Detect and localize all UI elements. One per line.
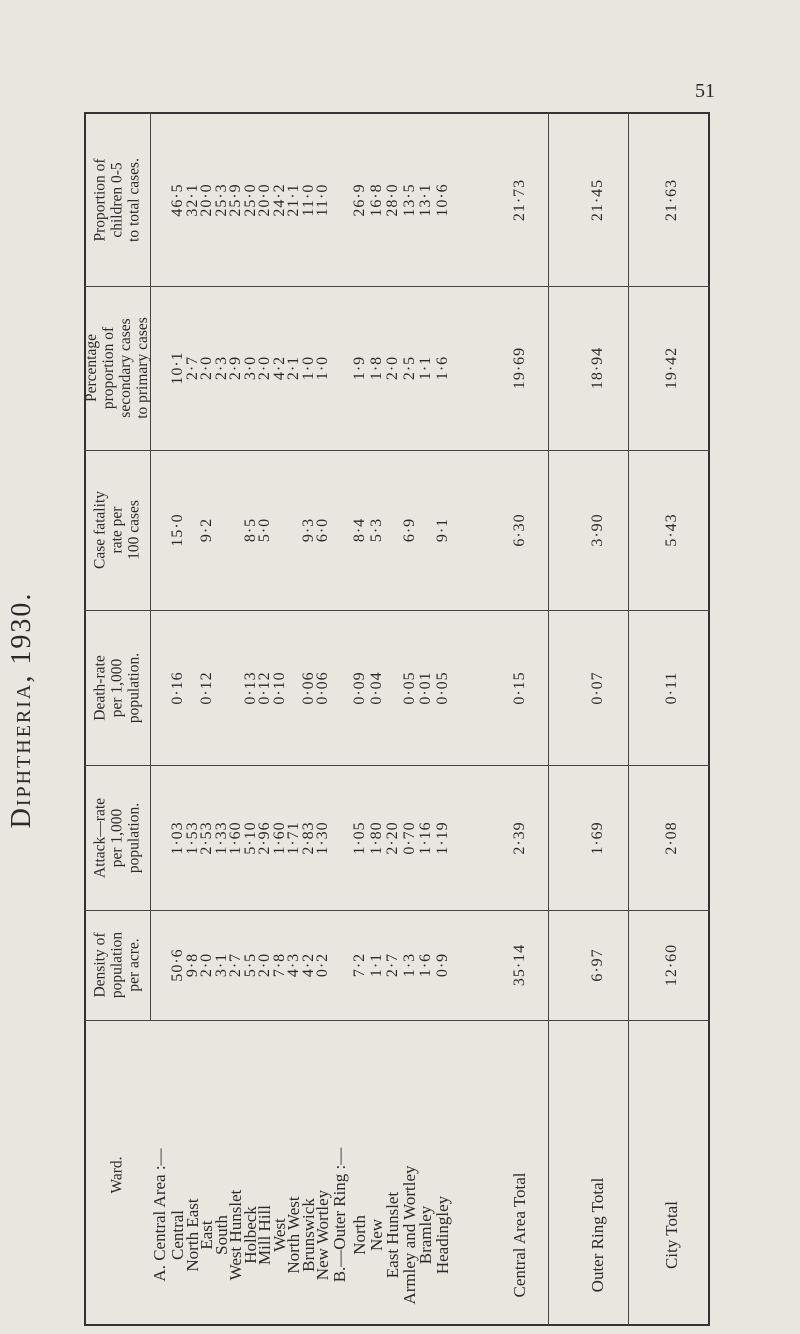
header-attack-rate-line: Attack—rate (91, 797, 109, 879)
header-attack-rate-line: population. (125, 802, 143, 874)
cell-children: 28·0 (384, 183, 401, 217)
cell-fatality: 9·3 (299, 517, 317, 543)
cell-children: 26·9 (351, 183, 368, 217)
cell-secondary: 1·0 (314, 355, 331, 381)
row-divider (84, 286, 710, 287)
ward-name: Brunswick (298, 1198, 318, 1272)
header-children-line: children 0-5 (108, 162, 126, 238)
cell-fatality: 5·0 (256, 517, 273, 543)
header-fatality-line: Case fatality (91, 491, 109, 569)
cell-death: 0·06 (314, 671, 331, 705)
cell-secondary: 1·9 (351, 355, 368, 381)
cell-fatality: 8·4 (351, 517, 368, 543)
cell-attack: 1·30 (314, 821, 331, 855)
ward-name: South (211, 1215, 231, 1255)
cell-attack: 0·70 (400, 821, 418, 855)
ward-name: Armley and Wortley (399, 1165, 419, 1305)
cell-density: 2·7 (227, 952, 244, 978)
cell-children: 32·1 (183, 183, 201, 217)
cell-death: 0·10 (270, 671, 288, 705)
total-density: 12·60 (663, 943, 680, 987)
header-children-line: Proportion of (91, 158, 109, 242)
cell-attack: 2·83 (299, 821, 317, 855)
cell-death: 0·05 (433, 671, 451, 705)
cell-secondary: 2·0 (256, 355, 273, 381)
cell-death: 0·16 (169, 671, 186, 705)
section-a-heading: A. Central Area :— (150, 1148, 169, 1282)
cell-secondary: 1·6 (433, 355, 451, 381)
row-divider (84, 610, 710, 611)
ward-name: North (350, 1215, 369, 1255)
cell-density: 1·1 (367, 952, 385, 978)
cell-children: 16·8 (367, 183, 385, 217)
cell-density: 1·6 (417, 952, 434, 978)
cell-attack: 1·60 (270, 821, 288, 855)
total-secondary: 19·42 (663, 346, 680, 390)
ward-name: West Hunslet (226, 1189, 245, 1281)
cell-death: 0·09 (351, 671, 368, 705)
cell-density: 4·2 (299, 952, 317, 978)
cell-death: 0·01 (417, 671, 434, 705)
cell-fatality: 6·0 (314, 517, 331, 543)
cell-attack: 5·10 (241, 821, 259, 855)
cell-density: 2·0 (198, 952, 215, 978)
cell-children: 20·0 (256, 183, 273, 217)
total-children: 21·45 (589, 178, 606, 222)
ward-name: Headingley (432, 1195, 452, 1275)
total-attack: 1·69 (589, 821, 606, 855)
header-fatality-line: rate per (108, 506, 126, 554)
cell-density: 7·2 (351, 952, 368, 978)
ward-name: Bramley (416, 1205, 435, 1265)
cell-death: 0·06 (299, 671, 317, 705)
table-frame (84, 112, 710, 1326)
header-fatality-line: 100 cases (125, 500, 143, 560)
ward-name: East (197, 1220, 216, 1250)
total-secondary: 19·69 (511, 346, 528, 390)
row-divider (84, 1020, 710, 1021)
ward-name: New Wortley (313, 1189, 332, 1281)
cell-children: 11·0 (314, 183, 331, 217)
cell-density: 4·3 (285, 952, 302, 978)
header-children (92, 158, 143, 242)
header-death-rate-line: per 1,000 (108, 658, 126, 718)
totals-divider (548, 112, 549, 1326)
total-secondary: 18·94 (589, 346, 606, 390)
cell-attack: 1·33 (212, 821, 230, 855)
cell-density: 2·0 (256, 952, 273, 978)
side-title: Diphtheria, 1930. (6, 591, 37, 829)
total-fatality: 3·90 (589, 513, 606, 547)
cell-death: 0·05 (400, 671, 418, 705)
cell-fatality: 8·5 (241, 517, 259, 543)
cell-attack: 1·03 (169, 821, 186, 855)
total-death: 0·07 (589, 671, 606, 705)
header-density-line: population (108, 931, 126, 999)
total-children: 21·63 (663, 178, 680, 222)
header-death-rate-line: Death-rate (91, 655, 109, 721)
cell-children: 21·1 (285, 183, 302, 217)
cell-density: 1·3 (400, 952, 418, 978)
cell-fatality: 5·3 (367, 517, 385, 543)
total-death: 0·15 (511, 671, 528, 705)
ward-name: North East (182, 1198, 202, 1272)
ward-name: Holbeck (240, 1206, 260, 1264)
ward-name: New (366, 1218, 386, 1252)
header-fatality (92, 491, 143, 569)
cell-secondary: 2·7 (183, 355, 201, 381)
cell-children: 46·5 (169, 183, 186, 217)
cell-death: 0·12 (198, 671, 215, 705)
cell-secondary: 2·0 (198, 355, 215, 381)
header-secondary-line: secondary cases (117, 318, 134, 418)
total-fatality: 6·30 (511, 513, 528, 547)
cell-density: 9·8 (183, 952, 201, 978)
total-death: 0·11 (663, 671, 680, 705)
cell-children: 20·0 (198, 183, 215, 217)
cell-children: 10·6 (433, 183, 451, 217)
cell-secondary: 10·1 (169, 351, 186, 385)
header-secondary-line: proportion of (100, 326, 117, 410)
cell-density: 7·8 (270, 952, 288, 978)
header-ward: Ward. (108, 1156, 126, 1194)
header-density (92, 932, 143, 998)
cell-attack: 1·80 (367, 821, 385, 855)
cell-secondary: 2·5 (400, 355, 418, 381)
cell-density: 0·2 (314, 952, 331, 978)
cell-children: 11·0 (299, 183, 317, 217)
cell-density: 50·6 (169, 948, 186, 982)
cell-density: 5·5 (241, 952, 259, 978)
cell-attack: 1·05 (351, 821, 368, 855)
total-fatality: 5·43 (663, 513, 680, 547)
cell-secondary: 1·8 (367, 355, 385, 381)
total-label: Outer Ring Total (588, 1177, 607, 1293)
cell-attack: 2·20 (384, 821, 401, 855)
total-density: 6·97 (589, 948, 606, 982)
cell-children: 13·5 (400, 183, 418, 217)
cell-attack: 2·53 (198, 821, 215, 855)
section-b-heading: B.—Outer Ring :— (330, 1147, 349, 1283)
ward-name: Central (168, 1209, 187, 1261)
cell-attack: 1·53 (183, 821, 201, 855)
header-death-rate (92, 653, 143, 723)
cell-attack: 1·16 (417, 821, 434, 855)
cell-children: 13·1 (417, 183, 434, 217)
page-number: 51 (695, 80, 715, 102)
header-secondary-line: to primary cases (134, 317, 151, 419)
cell-density: 2·7 (384, 952, 401, 978)
ward-name: North West (284, 1196, 303, 1274)
cell-attack: 2·96 (256, 821, 273, 855)
header-death-rate-line: population. (125, 652, 143, 724)
cell-death: 0·13 (241, 671, 259, 705)
cell-attack: 1·71 (285, 821, 302, 855)
header-secondary-line: Percentage (83, 334, 100, 403)
cell-secondary: 2·3 (212, 355, 230, 381)
cell-death: 0·04 (367, 671, 385, 705)
cell-children: 25·9 (227, 183, 244, 217)
header-secondary (83, 317, 151, 419)
cell-density: 3·1 (212, 952, 230, 978)
cell-secondary: 2·9 (227, 355, 244, 381)
cell-attack: 1·19 (433, 821, 451, 855)
header-attack-rate-line: per 1,000 (108, 808, 126, 868)
cell-fatality: 6·9 (400, 517, 418, 543)
total-attack: 2·08 (663, 821, 680, 855)
cell-density: 0·9 (433, 952, 451, 978)
cell-children: 25·3 (212, 183, 230, 217)
row-divider (84, 910, 710, 911)
row-divider (84, 450, 710, 451)
cell-secondary: 1·1 (417, 355, 434, 381)
cell-secondary: 1·0 (299, 355, 317, 381)
cell-fatality: 9·2 (198, 517, 215, 543)
row-divider (84, 765, 710, 766)
totals-divider (628, 112, 629, 1326)
cell-secondary: 4·2 (270, 355, 288, 381)
header-attack-rate (92, 798, 143, 878)
header-children-line: to total cases. (125, 158, 143, 242)
cell-death: 0·12 (256, 671, 273, 705)
cell-secondary: 2·1 (285, 355, 302, 381)
total-children: 21·73 (511, 178, 528, 222)
ward-name: West (269, 1218, 289, 1252)
header-density-line: Density of (91, 932, 109, 998)
total-density: 35·14 (511, 943, 528, 987)
total-attack: 2·39 (511, 821, 528, 855)
cell-fatality: 15·0 (169, 513, 186, 547)
cell-secondary: 2·0 (384, 355, 401, 381)
cell-secondary: 3·0 (241, 355, 259, 381)
header-divider (150, 112, 151, 1020)
ward-name: East Hunslet (383, 1191, 402, 1279)
total-label: Central Area Total (510, 1172, 529, 1298)
cell-children: 24·2 (270, 183, 288, 217)
cell-fatality: 9·1 (433, 517, 451, 543)
header-density-line: per acre. (125, 938, 143, 992)
ward-name: Mill Hill (255, 1205, 274, 1265)
cell-attack: 1·60 (227, 821, 244, 855)
total-label: City Total (662, 1201, 681, 1269)
cell-children: 25·0 (241, 183, 259, 217)
